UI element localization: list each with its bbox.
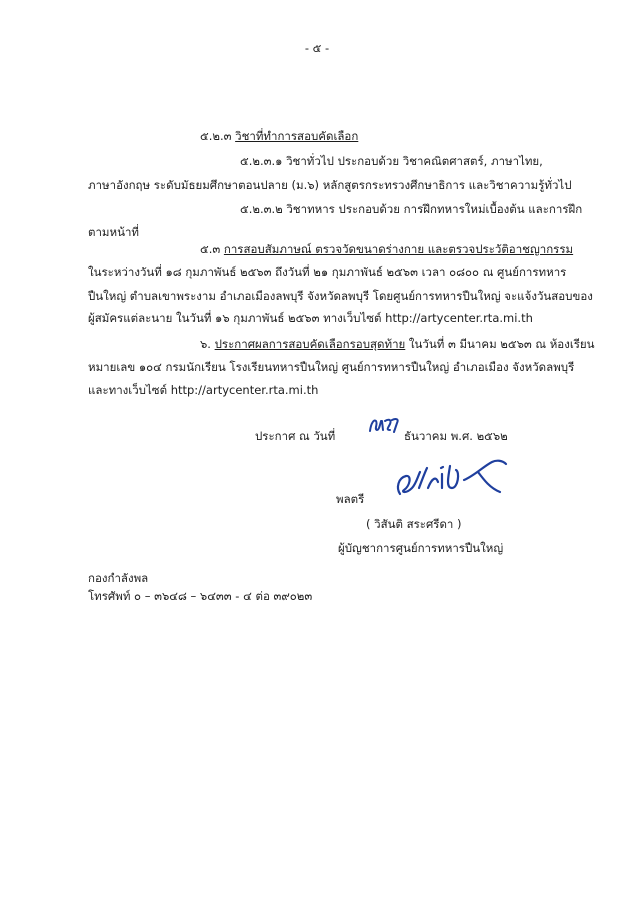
signatory-position: ผู้บัญชาการศูนย์การทหารปืนใหญ่ [338,541,504,555]
section-5-3-heading [200,241,573,257]
signature-image [392,458,510,506]
item-5-2-3-1-line2: ภาษาอังกฤษ ระดับมัธยมศึกษาตอนปลาย (ม.๖) หลักสูตรกระทรวงศึกษาธิการ และวิชาความรู้ทั่วไป [88,178,572,192]
item-5-2-3-2-line2: ตามหน้าที่ [88,225,139,239]
section-number: ๖. [200,337,211,351]
section-title: ประกาศผลการสอบคัดเลือกรอบสุดท้าย [214,337,406,351]
section-6-line2: หมายเลข ๑๐๔ กรมนักเรียน โรงเรียนทหารปืนใหญ่ ศูนย์การทหารปืนใหญ่ อำเภอเมือง จังหวัดลพบุรี [88,360,575,374]
signatory-name: ( วิสันติ สระศรีดา ) [366,517,462,531]
section-number: ๕.๒.๓ [200,129,232,143]
announce-suffix: ธันวาคม พ.ศ. ๒๕๖๒ [404,429,508,443]
item-5-2-3-2-line1: ๕.๒.๓.๒ วิชาทหาร ประกอบด้วย การฝึกทหารใหม่เบื้องต้น และการฝึก [240,202,583,216]
section-5-3-line1: ในระหว่างวันที่ ๑๘ กุมภาพันธ์ ๒๕๖๓ ถึงวันที่ ๒๑ กุมภาพันธ์ ๒๕๖๓ เวลา ๐๘๐๐ ณ ศูนย์การทหาร [88,265,567,279]
page-number: - ๕ - [304,41,330,55]
section-title: วิชาที่ทำการสอบคัดเลือก [235,129,359,143]
section-5-2-3-heading [200,128,358,144]
section-title: การสอบสัมภาษณ์ ตรวจวัดขนาดร่างกาย และตรวจประวัติอาชญากรรม [223,242,574,256]
section-6-heading [200,336,595,352]
handwritten-day-text: ๒๗ [368,415,370,416]
section-5-3-line2: ปืนใหญ่ ตำบลเขาพระงาม อำเภอเมืองลพบุรี จังหวัดลพบุรี โดยศูนย์การทหารปืนใหญ่ จะแจ้งวันสอบของ [88,289,593,303]
section-6-line3: และทางเว็บไซต์ http://artycenter.rta.mi.th [88,383,319,397]
item-5-2-3-1-line1: ๕.๒.๓.๑ วิชาทั่วไป ประกอบด้วย วิชาคณิตศาสตร์, ภาษาไทย, [240,154,543,168]
footer-office: กองกำลังพล [88,571,149,585]
section-number: ๕.๓ [200,242,221,256]
footer-phone: โทรศัพท์ ๐ – ๓๖๔๘ – ๖๔๓๓ - ๔ ต่อ ๓๙๐๒๓ [88,589,313,603]
section-5-3-line3: ผู้สมัครแต่ละนาย ในวันที่ ๑๖ กุมภาพันธ์ ๒๕๖๓ ทางเว็บไซต์ http://artycenter.rta.mi.th [88,311,533,325]
handwritten-day [368,415,402,435]
signatory-rank: พลตรี [336,492,365,506]
section-6-line1-rest: ในวันที่ ๓ มีนาคม ๒๕๖๓ ณ ห้องเรียน [408,337,595,351]
announce-prefix: ประกาศ ณ วันที่ [255,429,336,443]
